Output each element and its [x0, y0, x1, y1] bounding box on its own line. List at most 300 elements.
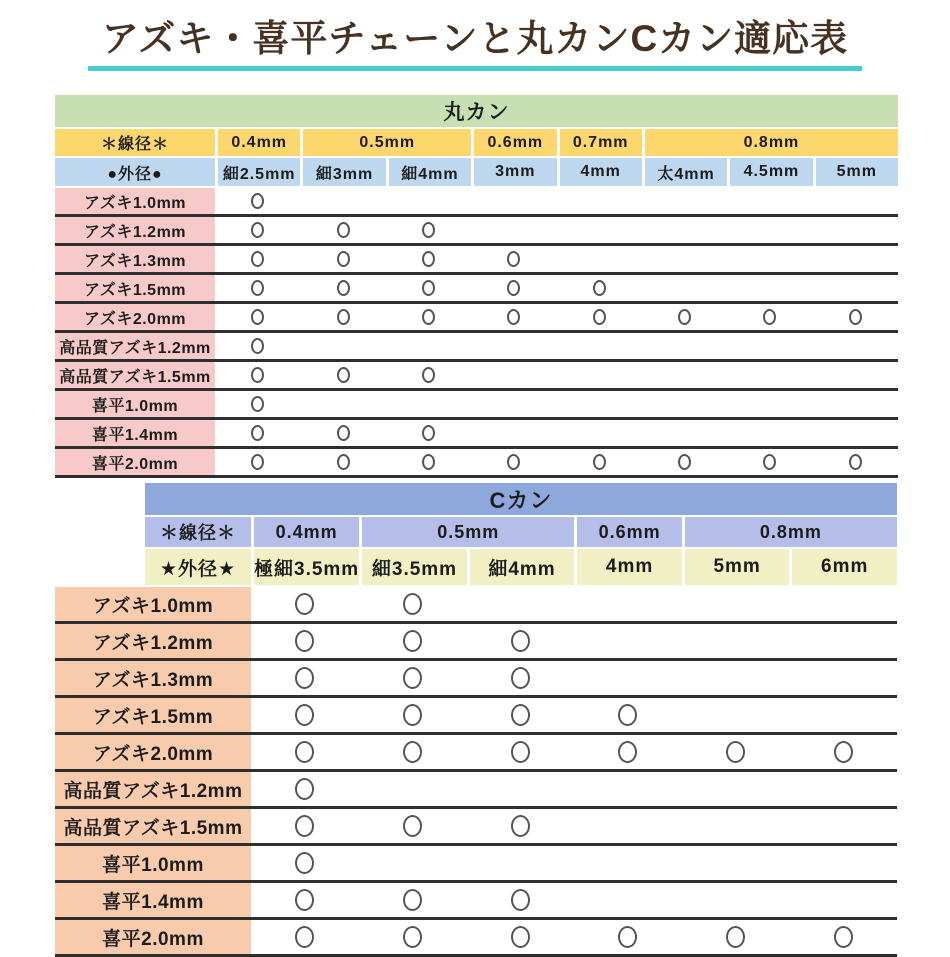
ckan-rows — [55, 587, 897, 957]
outer-diameter-header: 細3mm — [303, 158, 385, 186]
mark-cell — [813, 362, 898, 388]
compatible-circle-icon — [763, 309, 776, 325]
mark-cell — [215, 304, 300, 330]
mark-cell — [300, 420, 385, 446]
mark-cell — [386, 246, 471, 272]
compatible-circle-icon — [834, 926, 853, 948]
compatible-circle-icon — [726, 926, 745, 948]
mark-cell — [574, 587, 682, 621]
mark-cell — [466, 735, 574, 769]
compatible-circle-icon — [295, 778, 314, 800]
mark-cell — [813, 188, 898, 214]
table-row — [55, 188, 898, 217]
compatible-circle-icon — [422, 367, 435, 383]
mark-cell — [386, 362, 471, 388]
marukan-header — [55, 95, 898, 186]
table-row — [55, 420, 898, 449]
compatible-circle-icon — [337, 251, 350, 267]
mark-cell — [682, 809, 790, 843]
mark-cell — [215, 449, 300, 475]
mark-cell — [466, 772, 574, 806]
compatible-circle-icon — [403, 667, 422, 689]
compatible-circle-icon — [295, 889, 314, 911]
mark-cell — [682, 846, 790, 880]
mark-cell — [682, 587, 790, 621]
mark-cell — [359, 735, 467, 769]
mark-cell — [727, 420, 812, 446]
compatible-circle-icon — [511, 926, 530, 948]
mark-cell — [682, 698, 790, 732]
mark-cell — [359, 920, 467, 954]
mark-cell — [813, 449, 898, 475]
table-row — [55, 698, 897, 735]
row-cells — [215, 391, 898, 417]
table-row — [55, 846, 897, 883]
mark-cell — [789, 809, 897, 843]
mark-cell — [359, 587, 467, 621]
compatible-circle-icon — [251, 222, 264, 238]
ckan-table — [55, 483, 897, 957]
compatible-circle-icon — [678, 454, 691, 470]
outer-diameter-header: 3mm — [474, 158, 556, 186]
compatible-circle-icon — [251, 251, 264, 267]
row-label: アズキ1.3mm — [55, 661, 251, 695]
mark-cell — [574, 735, 682, 769]
compatible-circle-icon — [251, 396, 264, 412]
mark-cell — [359, 772, 467, 806]
mark-cell — [251, 846, 359, 880]
mark-cell — [359, 698, 467, 732]
compatible-circle-icon — [251, 454, 264, 470]
mark-cell — [215, 275, 300, 301]
row-label: アズキ1.5mm — [55, 275, 215, 301]
compatible-circle-icon — [849, 309, 862, 325]
mark-cell — [215, 333, 300, 359]
mark-cell — [251, 698, 359, 732]
mark-cell — [727, 391, 812, 417]
compatible-circle-icon — [403, 815, 422, 837]
mark-cell — [557, 304, 642, 330]
mark-cell — [813, 217, 898, 243]
row-label: アズキ1.2mm — [55, 624, 251, 658]
mark-cell — [471, 188, 556, 214]
row-label: 喜平1.4mm — [55, 883, 251, 917]
mark-cell — [215, 420, 300, 446]
row-cells — [251, 587, 897, 621]
wire-diameter-header: 0.4mm — [218, 129, 300, 156]
mark-cell — [789, 661, 897, 695]
ckan-table-title: Cカン — [145, 483, 897, 515]
table-row — [55, 449, 898, 478]
mark-cell — [466, 661, 574, 695]
mark-cell — [215, 188, 300, 214]
outer-diameter-header: 細4mm — [389, 158, 471, 186]
outer-diameter-header: 6mm — [792, 549, 897, 585]
title-bar — [0, 18, 950, 71]
wire-diameter-label: ＊線径＊ — [145, 517, 251, 547]
mark-cell — [727, 449, 812, 475]
mark-cell — [251, 624, 359, 658]
mark-cell — [251, 920, 359, 954]
row-cells — [215, 420, 898, 446]
compatible-circle-icon — [251, 309, 264, 325]
compatible-circle-icon — [295, 593, 314, 615]
table-row — [55, 304, 898, 333]
page-title: アズキ・喜平チェーンと丸カンCカン適応表 — [88, 18, 862, 71]
compatible-circle-icon — [337, 425, 350, 441]
mark-cell — [300, 362, 385, 388]
compatible-circle-icon — [422, 454, 435, 470]
compatible-circle-icon — [251, 367, 264, 383]
compatible-circle-icon — [593, 309, 606, 325]
mark-cell — [682, 883, 790, 917]
mark-cell — [251, 587, 359, 621]
mark-cell — [682, 735, 790, 769]
marukan-table — [55, 95, 898, 478]
compatible-circle-icon — [251, 280, 264, 296]
table-row — [55, 661, 897, 698]
wire-diameter-header: 0.4mm — [254, 517, 359, 547]
wire-diameter-header: 0.5mm — [303, 129, 471, 156]
compatible-circle-icon — [403, 926, 422, 948]
mark-cell — [557, 420, 642, 446]
row-cells — [251, 809, 897, 843]
row-cells — [251, 772, 897, 806]
wire-diameter-header: 0.5mm — [362, 517, 574, 547]
mark-cell — [359, 883, 467, 917]
row-cells — [215, 217, 898, 243]
mark-cell — [300, 275, 385, 301]
mark-cell — [471, 217, 556, 243]
mark-cell — [727, 333, 812, 359]
mark-cell — [471, 246, 556, 272]
mark-cell — [642, 420, 727, 446]
mark-cell — [386, 391, 471, 417]
table-row — [55, 275, 898, 304]
compatible-circle-icon — [507, 251, 520, 267]
table-row — [55, 217, 898, 246]
outer-diameter-header: 4mm — [560, 158, 642, 186]
ckan-header — [145, 483, 897, 585]
mark-cell — [300, 449, 385, 475]
outer-diameter-header: 細4mm — [470, 549, 575, 585]
compatible-circle-icon — [511, 815, 530, 837]
compatible-circle-icon — [337, 280, 350, 296]
mark-cell — [682, 624, 790, 658]
mark-cell — [300, 217, 385, 243]
table-row — [55, 735, 897, 772]
mark-cell — [215, 391, 300, 417]
compatible-circle-icon — [295, 926, 314, 948]
compatible-circle-icon — [422, 280, 435, 296]
mark-cell — [251, 772, 359, 806]
compatible-circle-icon — [403, 704, 422, 726]
table-row — [55, 624, 897, 661]
mark-cell — [300, 188, 385, 214]
mark-cell — [574, 624, 682, 658]
mark-cell — [466, 587, 574, 621]
compatible-circle-icon — [251, 425, 264, 441]
compatible-circle-icon — [422, 309, 435, 325]
table-row — [55, 772, 897, 809]
table-row — [55, 920, 897, 957]
outer-diameter-header: 4.5mm — [730, 158, 812, 186]
mark-cell — [574, 920, 682, 954]
wire-diameter-header: 0.8mm — [645, 129, 898, 156]
row-cells — [215, 449, 898, 475]
mark-cell — [557, 362, 642, 388]
mark-cell — [557, 391, 642, 417]
mark-cell — [215, 246, 300, 272]
mark-cell — [251, 883, 359, 917]
mark-cell — [466, 846, 574, 880]
mark-cell — [466, 624, 574, 658]
mark-cell — [557, 449, 642, 475]
mark-cell — [557, 217, 642, 243]
row-cells — [215, 304, 898, 330]
outer-diameter-header: 4mm — [577, 549, 682, 585]
compatible-circle-icon — [422, 251, 435, 267]
compatible-circle-icon — [337, 367, 350, 383]
row-label: 高品質アズキ1.5mm — [55, 809, 251, 843]
mark-cell — [386, 420, 471, 446]
mark-cell — [682, 772, 790, 806]
outer-diameter-header: 極細3.5mm — [254, 549, 359, 585]
row-cells — [215, 275, 898, 301]
compatible-circle-icon — [337, 222, 350, 238]
mark-cell — [386, 188, 471, 214]
mark-cell — [557, 333, 642, 359]
row-label: 高品質アズキ1.5mm — [55, 362, 215, 388]
row-cells — [215, 333, 898, 359]
mark-cell — [215, 217, 300, 243]
compatible-circle-icon — [511, 741, 530, 763]
compatible-circle-icon — [295, 741, 314, 763]
outer-diameter-header: 5mm — [816, 158, 898, 186]
mark-cell — [251, 661, 359, 695]
compatible-circle-icon — [507, 454, 520, 470]
mark-cell — [642, 304, 727, 330]
row-label: 喜平1.0mm — [55, 391, 215, 417]
compatible-circle-icon — [251, 193, 264, 209]
mark-cell — [642, 449, 727, 475]
mark-cell — [574, 661, 682, 695]
mark-cell — [359, 624, 467, 658]
table-row — [55, 246, 898, 275]
mark-cell — [386, 304, 471, 330]
marukan-rows — [55, 188, 898, 478]
mark-cell — [359, 809, 467, 843]
row-label: 喜平1.4mm — [55, 420, 215, 446]
mark-cell — [789, 698, 897, 732]
row-cells — [215, 188, 898, 214]
row-cells — [251, 920, 897, 954]
mark-cell — [557, 275, 642, 301]
row-label: アズキ1.0mm — [55, 587, 251, 621]
row-cells — [251, 624, 897, 658]
mark-cell — [727, 362, 812, 388]
mark-cell — [574, 698, 682, 732]
mark-cell — [789, 624, 897, 658]
mark-cell — [471, 304, 556, 330]
mark-cell — [789, 587, 897, 621]
mark-cell — [574, 883, 682, 917]
compatible-circle-icon — [422, 425, 435, 441]
mark-cell — [471, 391, 556, 417]
mark-cell — [471, 449, 556, 475]
mark-cell — [471, 420, 556, 446]
wire-diameter-header: 0.6mm — [577, 517, 682, 547]
mark-cell — [466, 698, 574, 732]
row-cells — [251, 698, 897, 732]
mark-cell — [300, 391, 385, 417]
mark-cell — [471, 362, 556, 388]
compatible-circle-icon — [618, 926, 637, 948]
table-row — [55, 362, 898, 391]
mark-cell — [359, 846, 467, 880]
compatible-circle-icon — [593, 454, 606, 470]
mark-cell — [557, 188, 642, 214]
row-label: 喜平2.0mm — [55, 449, 215, 475]
compatible-circle-icon — [834, 741, 853, 763]
mark-cell — [727, 217, 812, 243]
mark-cell — [642, 217, 727, 243]
mark-cell — [386, 449, 471, 475]
compatible-circle-icon — [507, 309, 520, 325]
compatible-circle-icon — [763, 454, 776, 470]
row-cells — [251, 883, 897, 917]
mark-cell — [386, 275, 471, 301]
mark-cell — [386, 217, 471, 243]
mark-cell — [300, 333, 385, 359]
compatible-circle-icon — [337, 454, 350, 470]
mark-cell — [642, 362, 727, 388]
mark-cell — [789, 735, 897, 769]
mark-cell — [466, 809, 574, 843]
table-row — [55, 391, 898, 420]
compatible-circle-icon — [295, 667, 314, 689]
mark-cell — [813, 391, 898, 417]
mark-cell — [813, 420, 898, 446]
compatible-circle-icon — [295, 815, 314, 837]
mark-cell — [574, 772, 682, 806]
wire-diameter-header: 0.7mm — [560, 129, 642, 156]
compatible-circle-icon — [403, 889, 422, 911]
mark-cell — [574, 809, 682, 843]
outer-diameter-header: 細2.5mm — [218, 158, 300, 186]
mark-cell — [574, 846, 682, 880]
mark-cell — [642, 391, 727, 417]
compatible-circle-icon — [295, 704, 314, 726]
mark-cell — [642, 246, 727, 272]
table-row — [55, 333, 898, 362]
row-label: 高品質アズキ1.2mm — [55, 333, 215, 359]
outer-diameter-header: 太4mm — [645, 158, 727, 186]
mark-cell — [471, 333, 556, 359]
row-cells — [251, 735, 897, 769]
mark-cell — [789, 883, 897, 917]
outer-diameter-header: 細3.5mm — [362, 549, 467, 585]
mark-cell — [300, 246, 385, 272]
row-label: アズキ2.0mm — [55, 735, 251, 769]
mark-cell — [642, 333, 727, 359]
compatible-circle-icon — [422, 222, 435, 238]
compatible-circle-icon — [678, 309, 691, 325]
compatible-circle-icon — [511, 630, 530, 652]
mark-cell — [682, 661, 790, 695]
compatible-circle-icon — [403, 741, 422, 763]
mark-cell — [727, 188, 812, 214]
compatible-circle-icon — [618, 704, 637, 726]
wire-diameter-header: 0.8mm — [685, 517, 897, 547]
outer-diameter-label: ★外径★ — [145, 549, 251, 585]
compatible-circle-icon — [593, 280, 606, 296]
compatible-circle-icon — [511, 704, 530, 726]
mark-cell — [813, 333, 898, 359]
mark-cell — [642, 275, 727, 301]
compatible-circle-icon — [295, 852, 314, 874]
table-row — [55, 883, 897, 920]
compatible-circle-icon — [511, 667, 530, 689]
mark-cell — [789, 846, 897, 880]
mark-cell — [813, 275, 898, 301]
compatible-circle-icon — [295, 630, 314, 652]
row-label: 高品質アズキ1.2mm — [55, 772, 251, 806]
row-cells — [215, 246, 898, 272]
mark-cell — [471, 275, 556, 301]
marukan-table-title: 丸カン — [55, 95, 898, 127]
mark-cell — [300, 304, 385, 330]
row-label: アズキ1.5mm — [55, 698, 251, 732]
mark-cell — [386, 333, 471, 359]
compatible-circle-icon — [507, 280, 520, 296]
mark-cell — [789, 772, 897, 806]
table-row — [55, 809, 897, 846]
compatible-circle-icon — [403, 630, 422, 652]
row-label: アズキ1.3mm — [55, 246, 215, 272]
mark-cell — [359, 661, 467, 695]
mark-cell — [466, 920, 574, 954]
compatible-circle-icon — [337, 309, 350, 325]
mark-cell — [251, 735, 359, 769]
mark-cell — [682, 920, 790, 954]
compatible-circle-icon — [511, 889, 530, 911]
row-cells — [215, 362, 898, 388]
row-label: 喜平2.0mm — [55, 920, 251, 954]
wire-diameter-header: 0.6mm — [474, 129, 556, 156]
mark-cell — [727, 275, 812, 301]
compatible-circle-icon — [618, 741, 637, 763]
compatible-circle-icon — [726, 741, 745, 763]
mark-cell — [727, 246, 812, 272]
compatible-circle-icon — [403, 593, 422, 615]
row-label: 喜平1.0mm — [55, 846, 251, 880]
mark-cell — [251, 809, 359, 843]
mark-cell — [813, 246, 898, 272]
mark-cell — [642, 188, 727, 214]
row-label: アズキ1.2mm — [55, 217, 215, 243]
mark-cell — [557, 246, 642, 272]
mark-cell — [813, 304, 898, 330]
outer-diameter-header: 5mm — [685, 549, 790, 585]
mark-cell — [727, 304, 812, 330]
row-cells — [251, 661, 897, 695]
compatible-circle-icon — [251, 338, 264, 354]
mark-cell — [466, 883, 574, 917]
row-cells — [251, 846, 897, 880]
mark-cell — [215, 362, 300, 388]
outer-diameter-label: ●外径● — [55, 158, 215, 186]
